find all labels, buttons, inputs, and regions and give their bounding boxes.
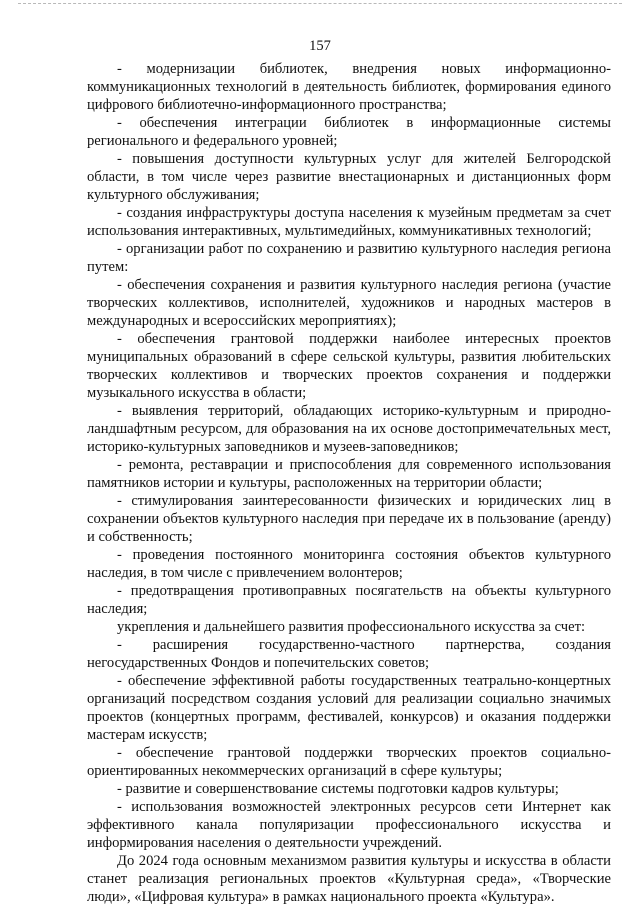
paragraph: - стимулирования заинтересованности физических и юридических лиц в сохранении объектов культурного наследия при передаче их в пользование (аренду) и собственность; <box>87 493 611 545</box>
scan-edge-line <box>18 3 622 4</box>
paragraph: - создания инфраструктуры доступа населения к музейным предметам за счет использования интерактивных, мультимедийных, коммуникативных технологий; <box>87 205 611 239</box>
paragraph: - проведения постоянного мониторинга состояния объектов культурного наследия, в том числе с привлечением волонтеров; <box>87 547 611 581</box>
page-number: 157 <box>309 38 331 54</box>
paragraph: - организации работ по сохранению и развитию культурного наследия региона путем: <box>87 241 611 275</box>
paragraph: - ремонта, реставрации и приспособления для современного использования памятников истории и культуры, расположенных на территории области; <box>87 457 611 491</box>
paragraph: - повышения доступности культурных услуг для жителей Белгородской области, в том числе через развитие внестационарных и дистанционных форм культурного обслуживания; <box>87 151 611 203</box>
paragraph: - развитие и совершенствование системы подготовки кадров культуры; <box>117 781 559 797</box>
paragraph: - обеспечение грантовой поддержки творческих проектов социально-ориентированных некоммерческих организаций в сфере культуры; <box>87 745 611 779</box>
paragraph: - предотвращения противоправных посягательств на объекты культурного наследия; <box>87 583 611 617</box>
paragraph: - модернизации библиотек, внедрения новых информационно-коммуникационных технологий в деятельность библиотек, формирования единого цифрового библиотечно-информационного пространства; <box>87 61 611 113</box>
paragraph: - обеспечение эффективной работы государственных театрально-концертных организаций посредством создания условий для реализации социально значимых проектов (концертных программ, фестивалей, конкурсов) и оказания поддержки мастерам искусств; <box>87 673 611 743</box>
paragraph: укрепления и дальнейшего развития профессионального искусства за счет: <box>117 619 586 635</box>
paragraph: - обеспечения сохранения и развития культурного наследия региона (участие творческих коллективов, исполнителей, художников и народных мастеров в международных и всероссийских мероприятиях); <box>87 277 611 329</box>
paragraph: - обеспечения интеграции библиотек в информационные системы регионального и федерального уровней; <box>87 115 611 149</box>
paragraph: - обеспечения грантовой поддержки наиболее интересных проектов муниципальных образований в сфере сельской культуры, развития любительских творческих коллективов и творческих проектов сохранения и поддержки музыкального искусства в области; <box>87 331 611 401</box>
paragraph: До 2024 года основным механизмом развития культуры и искусства в области станет реализация региональных проектов «Культурная среда», «Творческие люди», «Цифровая культура» в рамках национального проекта «Культура». <box>87 853 611 905</box>
paragraph: - расширения государственно-частного партнерства, создания негосударственных Фондов и попечительских советов; <box>87 637 611 671</box>
paragraph: - выявления территорий, обладающих историко-культурным и природно-ландшафтным ресурсом, для образования на их основе достопримечательных мест, историко-культурных заповедников и музеев-заповедников; <box>87 403 611 455</box>
paragraph: - использования возможностей электронных ресурсов сети Интернет как эффективного канала популяризации профессионального искусства и информирования населения о деятельности учреждений. <box>87 799 611 851</box>
body-text <box>87 60 611 906</box>
